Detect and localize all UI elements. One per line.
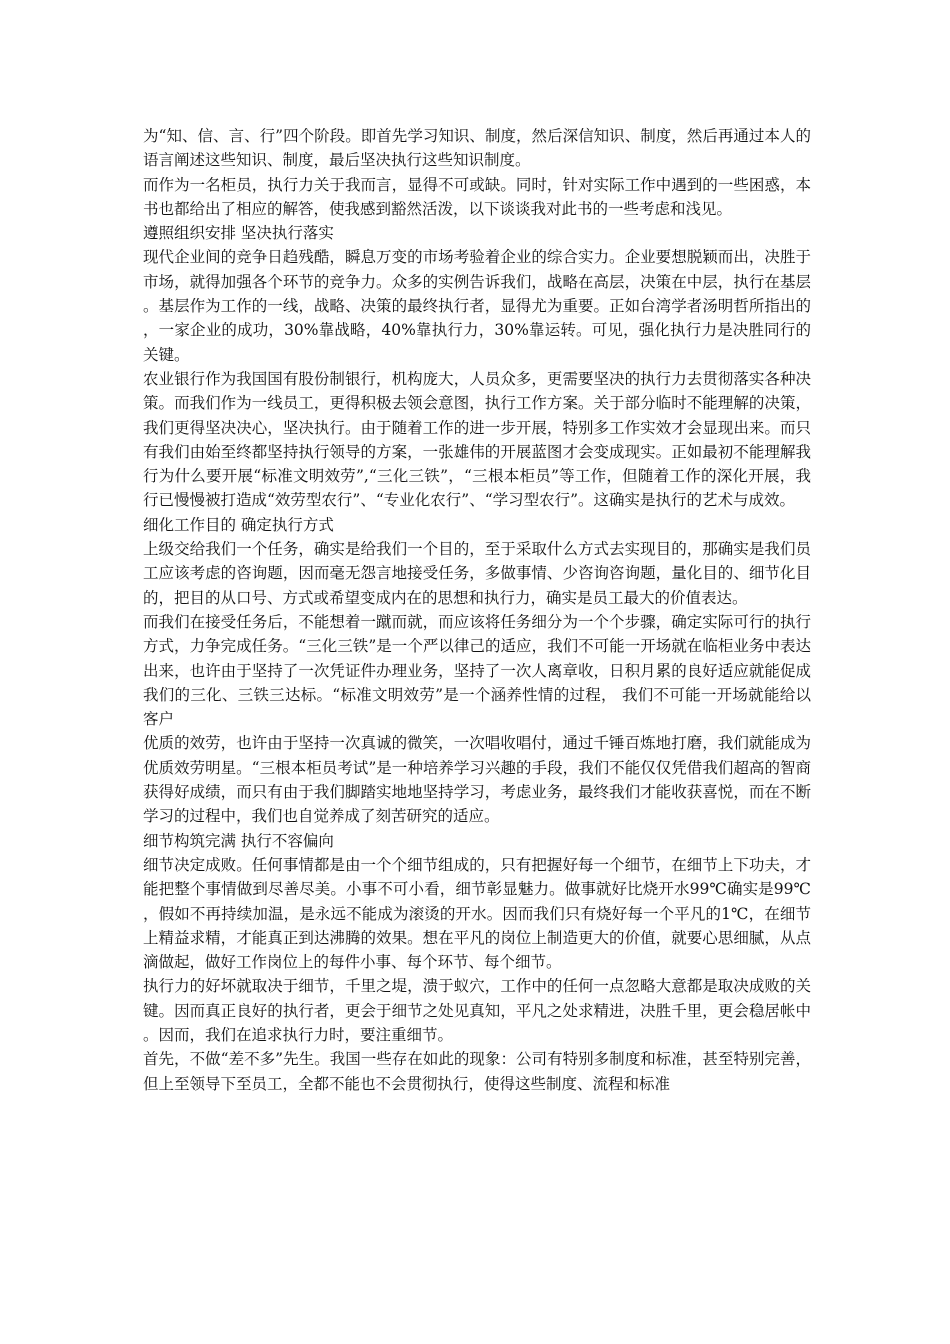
paragraph: 上级交给我们一个任务，确实是给我们一个目的，至于采取什么方式去实现目的，那确实是我们员工应该考虑的咨询题，因而毫无怨言地接受任务，多做事情、少咨询咨询题，量化目的、细节化目的，把目的从口号、方式或希望变成内在的思想和执行力，确实是员工最大的价值表达。	[143, 540, 811, 607]
section-heading: 遵照组织安排 坚决执行落实	[143, 224, 334, 243]
paragraph: 农业银行作为我国国有股份制银行，机构庞大，人员众多，更需要坚决的执行力去贯彻落实各种决策。而我们作为一线员工，更得积极去领会意图，执行工作方案。关于部分临时不能理解的决策，我们更得坚决决心，坚决执行。由于随着工作的进一步开展，特别多工作实效才会显现出来。而只有我们由始至终都坚持执行领导的方案，一张雄伟的开展蓝图才会变成现实。正如最初不能理解我行为什么要开展“标准文明效劳”,“三化三铁”，“三根本柜员”等工作，但随着工作的深化开展，我行已慢慢被打造成“效劳型农行”、“专业化农行”、“学习型农行”。这确实是执行的艺术与成效。	[143, 369, 811, 510]
section-heading: 细节构筑完满 执行不容偏向	[143, 831, 334, 850]
paragraph: 为“知、信、言、行”四个阶段。即首先学习知识、制度，然后深信知识、制度，然后再通过本人的语言阐述这些知识、制度，最后坚决执行这些知识制度。	[143, 127, 811, 170]
document-body	[143, 124, 811, 1096]
paragraph: 首先，不做“差不多”先生。我国一些存在如此的现象：公司有特别多制度和标准，甚至特别完善，但上至领导下至员工，全都不能也不会贯彻执行，使得这些制度、流程和标准	[143, 1050, 811, 1093]
paragraph: 优质的效劳，也许由于坚持一次真诚的微笑，一次唱收唱付，通过千锤百炼地打磨，我们就能成为优质效劳明星。“三根本柜员考试”是一种培养学习兴趣的手段，我们不能仅仅凭借我们超高的智商获得好成绩，而只有由于我们脚踏实地地坚持学习，考虑业务，最终我们才能收获喜悦，而在不断学习的过程中，我们也自觉养成了刻苦研究的适应。	[143, 734, 811, 826]
paragraph: 执行力的好坏就取决于细节，千里之堤，溃于蚁穴，工作中的任何一点忽略大意都是取决成败的关键。因而真正良好的执行者，更会于细节之处见真知，平凡之处求精进，决胜千里，更会稳居帐中。因而，我们在追求执行力时，要注重细节。	[143, 977, 811, 1044]
paragraph: 而我们在接受任务后，不能想着一蹴而就，而应该将任务细分为一个个步骤，确定实际可行的执行方式，力争完成任务。“三化三铁”是一个严以律己的适应，我们不可能一开场就在临柜业务中表达出来，也许由于坚持了一次凭证件办理业务，坚持了一次人离章收，日积月累的良好适应就能促成我们的三化、三铁三达标。“标准文明效劳”是一个涵养性情的过程， 我们不可能一开场就能给以客户	[143, 612, 811, 729]
paragraph: 而作为一名柜员，执行力关于我而言，显得不可或缺。同时，针对实际工作中遇到的一些困惑，本书也都给出了相应的解答，使我感到豁然活泼，以下谈谈我对此书的一些考虑和浅见。	[143, 175, 811, 218]
section-heading: 细化工作目的 确定执行方式	[143, 515, 334, 534]
paragraph: 细节决定成败。任何事情都是由一个个细节组成的，只有把握好每一个细节，在细节上下功夫，才能把整个事情做到尽善尽美。小事不可小看，细节彰显魅力。做事就好比烧开水99℃确实是99℃，假如不再持续加温，是永远不能成为滚烫的开水。因而我们只有烧好每一个平凡的1℃，在细节上精益求精，才能真正到达沸腾的效果。想在平凡的岗位上制造更大的价值，就要心思细腻，从点滴做起，做好工作岗位上的每件小事、每个环节、每个细节。	[143, 855, 811, 972]
paragraph: 现代企业间的竞争日趋残酷，瞬息万变的市场考验着企业的综合实力。企业要想脱颖而出，决胜于市场，就得加强各个环节的竞争力。众多的实例告诉我们，战略在高层，决策在中层，执行在基层。基层作为工作的一线，战略、决策的最终执行者，显得尤为重要。正如台湾学者汤明哲所指出的，一家企业的成功，30%靠战略，40%靠执行力，30%靠运转。可见，强化执行力是决胜同行的关键。	[143, 248, 811, 364]
